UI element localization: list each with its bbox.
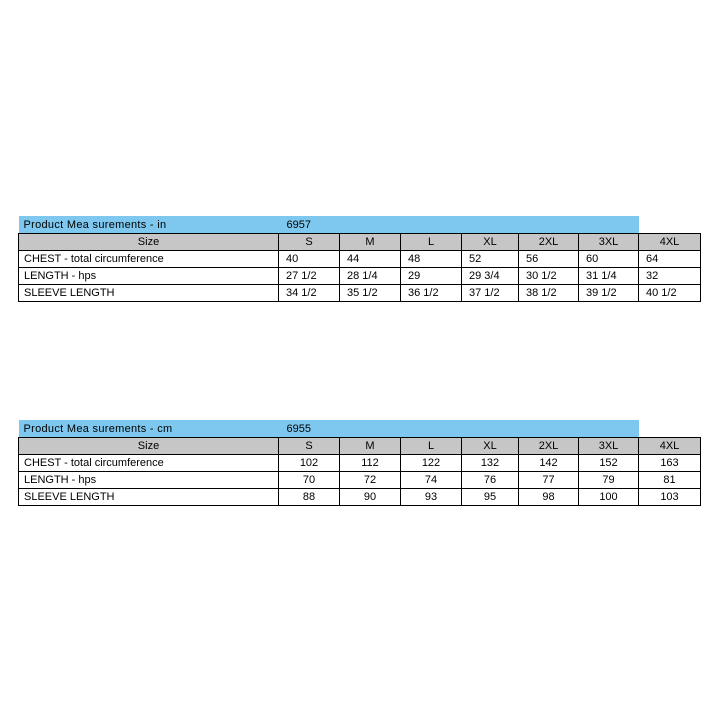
header-size-label: Size [19,234,279,251]
table-row [19,268,701,285]
size-chart-centimeters [18,420,701,506]
cell-sleeve-2xl: 38 1/2 [519,285,579,302]
row-label-chest: CHEST - total circumference [19,455,279,472]
table-row [19,285,701,302]
table-row [19,472,701,489]
cell-sleeve-3xl: 100 [579,489,639,506]
chart-style-code: 6955 [279,420,462,438]
cell-sleeve-xl: 95 [462,489,519,506]
header-col-2xl: 2XL [519,438,579,455]
header-col-4xl: 4XL [639,234,701,251]
cell-chest-s: 102 [279,455,340,472]
chart-title-spacer [462,420,639,438]
row-label-chest: CHEST - total circumference [19,251,279,268]
cell-length-xl: 76 [462,472,519,489]
header-col-xl: XL [462,234,519,251]
cell-length-l: 29 [401,268,462,285]
cell-chest-3xl: 152 [579,455,639,472]
cell-sleeve-4xl: 40 1/2 [639,285,701,302]
cell-sleeve-m: 35 1/2 [340,285,401,302]
cell-length-4xl: 81 [639,472,701,489]
header-col-l: L [401,234,462,251]
chart-title-row [19,216,701,234]
cell-chest-l: 48 [401,251,462,268]
cell-length-2xl: 77 [519,472,579,489]
cell-length-m: 28 1/4 [340,268,401,285]
cell-length-xl: 29 3/4 [462,268,519,285]
chart-style-code: 6957 [279,216,462,234]
cell-chest-xl: 52 [462,251,519,268]
cell-chest-3xl: 60 [579,251,639,268]
chart-header-row [19,438,701,455]
cell-length-4xl: 32 [639,268,701,285]
header-col-2xl: 2XL [519,234,579,251]
header-col-4xl: 4XL [639,438,701,455]
table-row [19,455,701,472]
cell-chest-l: 122 [401,455,462,472]
cell-sleeve-3xl: 39 1/2 [579,285,639,302]
cell-chest-m: 112 [340,455,401,472]
chart-title-row [19,420,701,438]
row-label-length: LENGTH - hps [19,268,279,285]
cell-chest-xl: 132 [462,455,519,472]
cell-length-3xl: 31 1/4 [579,268,639,285]
header-col-3xl: 3XL [579,234,639,251]
header-col-xl: XL [462,438,519,455]
header-col-m: M [340,438,401,455]
cell-sleeve-l: 93 [401,489,462,506]
cell-sleeve-xl: 37 1/2 [462,285,519,302]
table-row [19,251,701,268]
cell-sleeve-l: 36 1/2 [401,285,462,302]
chart-header-row [19,234,701,251]
cell-sleeve-s: 34 1/2 [279,285,340,302]
cell-length-2xl: 30 1/2 [519,268,579,285]
chart-title-spacer [462,216,639,234]
header-col-m: M [340,234,401,251]
cell-sleeve-4xl: 103 [639,489,701,506]
table-row [19,489,701,506]
cell-length-m: 72 [340,472,401,489]
cell-length-3xl: 79 [579,472,639,489]
cell-chest-m: 44 [340,251,401,268]
row-label-sleeve: SLEEVE LENGTH [19,285,279,302]
cell-length-s: 70 [279,472,340,489]
cell-chest-s: 40 [279,251,340,268]
chart-title: Product Mea surements - in [19,216,279,234]
cell-sleeve-2xl: 98 [519,489,579,506]
header-col-3xl: 3XL [579,438,639,455]
header-size-label: Size [19,438,279,455]
chart-title: Product Mea surements - cm [19,420,279,438]
cell-chest-2xl: 142 [519,455,579,472]
header-col-s: S [279,438,340,455]
header-col-l: L [401,438,462,455]
cell-sleeve-s: 88 [279,489,340,506]
header-col-s: S [279,234,340,251]
size-chart-inches [18,216,701,302]
row-label-length: LENGTH - hps [19,472,279,489]
row-label-sleeve: SLEEVE LENGTH [19,489,279,506]
cell-chest-4xl: 64 [639,251,701,268]
cell-length-s: 27 1/2 [279,268,340,285]
cell-chest-2xl: 56 [519,251,579,268]
cell-length-l: 74 [401,472,462,489]
cell-sleeve-m: 90 [340,489,401,506]
cell-chest-4xl: 163 [639,455,701,472]
